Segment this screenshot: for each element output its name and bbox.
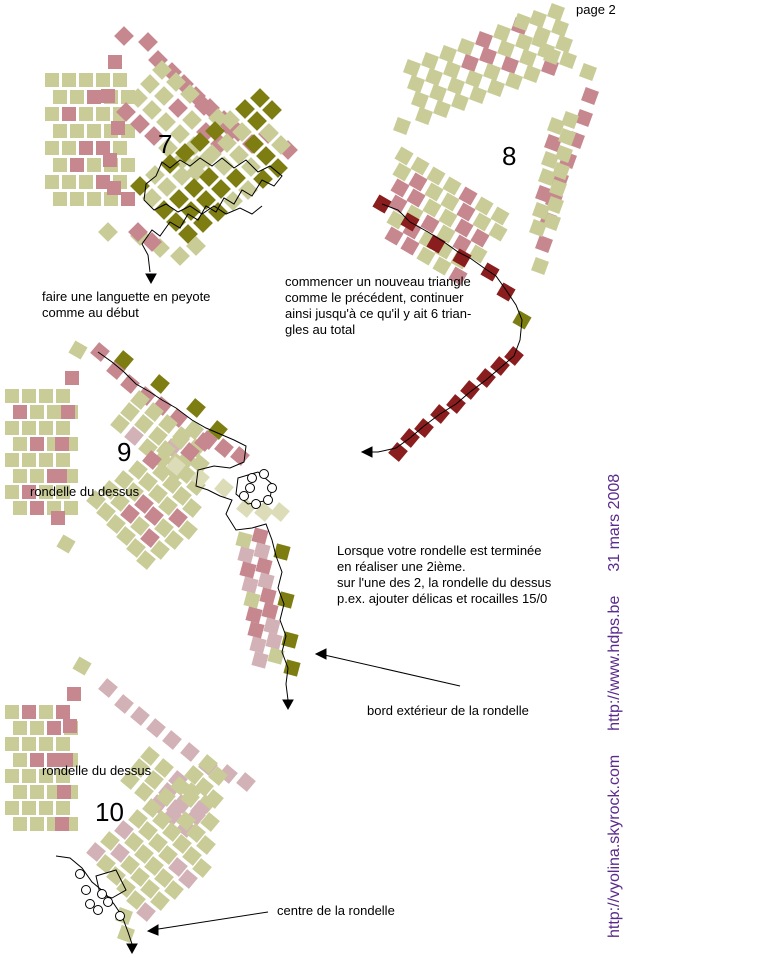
- credit-date: 31 mars 2008: [606, 473, 623, 572]
- step-10-number: 10: [95, 797, 124, 827]
- bead: [111, 121, 125, 135]
- bead: [5, 485, 19, 499]
- outer-edge-callout: bord extérieur de la rondelle: [367, 703, 529, 718]
- step-10-label: rondelle du dessus: [42, 763, 152, 778]
- step-7-number: 7: [158, 129, 173, 159]
- bead: [53, 124, 67, 138]
- small-bead: [98, 890, 107, 899]
- arrowhead-icon: [362, 447, 372, 457]
- bead: [47, 721, 61, 735]
- bead: [172, 166, 192, 186]
- arrowhead-icon: [148, 925, 158, 935]
- bead: [79, 141, 93, 155]
- step-9-caption: Lorsque votre rondelle est terminée en réaliser une 2ième. sur l'une des 2, la rondelle du dessus p.ex. ajouter délicas et rocailles 15/0: [337, 543, 552, 606]
- bead: [243, 591, 260, 608]
- bead: [57, 785, 71, 799]
- bead: [170, 124, 190, 144]
- bead: [551, 19, 569, 37]
- bead: [211, 179, 231, 199]
- bead: [400, 236, 419, 255]
- bead: [426, 166, 445, 185]
- bead: [438, 208, 457, 227]
- bead: [555, 35, 573, 53]
- bead: [432, 256, 451, 275]
- page-label: page 2: [576, 2, 616, 17]
- bead: [22, 453, 36, 467]
- bead: [460, 380, 480, 400]
- bead: [268, 158, 288, 178]
- bead: [474, 196, 493, 215]
- bead: [5, 421, 19, 435]
- bead: [451, 93, 469, 111]
- bead: [70, 124, 84, 138]
- bead: [108, 55, 122, 69]
- small-bead: [94, 906, 103, 915]
- bead: [107, 181, 121, 195]
- bead: [523, 65, 541, 83]
- bead: [113, 73, 127, 87]
- bead: [39, 453, 53, 467]
- bead: [13, 501, 27, 515]
- bead: [79, 175, 93, 189]
- bead: [257, 572, 274, 589]
- bead: [87, 158, 101, 172]
- small-bead: [86, 900, 95, 909]
- bead: [114, 694, 134, 714]
- bead: [98, 222, 118, 242]
- bead: [13, 817, 27, 831]
- bead: [5, 453, 19, 467]
- bead: [547, 3, 565, 21]
- bead: [259, 587, 276, 604]
- arrowhead-icon: [127, 944, 137, 953]
- bead: [13, 437, 27, 451]
- bead: [30, 405, 44, 419]
- bead: [273, 543, 290, 560]
- bead: [56, 737, 70, 751]
- bead: [230, 446, 250, 466]
- small-bead: [252, 500, 261, 509]
- bead: [469, 86, 487, 104]
- bead: [13, 469, 27, 483]
- small-bead: [240, 492, 249, 501]
- bead: [411, 91, 429, 109]
- bead: [70, 158, 84, 172]
- bead: [235, 99, 255, 119]
- bead: [62, 73, 76, 87]
- bead: [30, 501, 44, 515]
- bead: [140, 74, 160, 94]
- bead: [465, 70, 483, 88]
- bead: [47, 405, 61, 419]
- bead: [68, 340, 87, 359]
- bead: [30, 817, 44, 831]
- small-bead: [76, 870, 85, 879]
- bead: [581, 87, 599, 105]
- small-bead: [246, 484, 255, 493]
- small-bead: [268, 484, 277, 493]
- bead: [186, 398, 206, 418]
- bead: [261, 602, 278, 619]
- pointer-line-outer-edge: [320, 654, 460, 686]
- bead: [56, 705, 70, 719]
- bead: [22, 737, 36, 751]
- bead: [458, 186, 477, 205]
- bead: [421, 52, 439, 70]
- arrowhead-icon: [283, 700, 293, 709]
- bead: [39, 705, 53, 719]
- bead: [247, 111, 267, 131]
- bead: [39, 421, 53, 435]
- bead: [154, 200, 174, 220]
- bead: [180, 742, 200, 762]
- bead: [237, 546, 254, 563]
- bead: [56, 421, 70, 435]
- bead: [262, 100, 282, 120]
- bead: [13, 785, 27, 799]
- bead: [253, 169, 273, 189]
- bead: [22, 389, 36, 403]
- bead: [62, 141, 76, 155]
- bead: [96, 141, 110, 155]
- small-bead: [82, 886, 91, 895]
- bead: [429, 84, 447, 102]
- bead: [39, 389, 53, 403]
- bead: [114, 26, 134, 46]
- bead: [62, 107, 76, 121]
- bead: [113, 141, 127, 155]
- bead: [226, 168, 246, 188]
- bead: [456, 202, 475, 221]
- bead: [22, 769, 36, 783]
- bead: [424, 182, 443, 201]
- bead: [239, 561, 256, 578]
- bead: [22, 421, 36, 435]
- bead: [214, 438, 234, 458]
- bead: [407, 75, 425, 93]
- bead: [55, 437, 69, 451]
- bead: [263, 617, 280, 634]
- bead: [169, 189, 189, 209]
- bead: [55, 817, 69, 831]
- bead: [559, 51, 577, 69]
- bead: [256, 146, 276, 166]
- bead: [130, 706, 150, 726]
- bead: [420, 214, 439, 233]
- bead: [235, 531, 252, 548]
- bead: [101, 89, 115, 103]
- bead: [244, 134, 264, 154]
- bead: [472, 212, 491, 231]
- bead: [72, 656, 91, 675]
- bead: [535, 235, 553, 253]
- bead: [490, 206, 509, 225]
- bead: [53, 90, 67, 104]
- bead: [45, 73, 59, 87]
- bead: [393, 117, 411, 135]
- bead: [79, 73, 93, 87]
- bead: [457, 38, 475, 56]
- bead: [121, 158, 135, 172]
- bead: [241, 576, 258, 593]
- bead: [87, 90, 101, 104]
- bead: [170, 246, 190, 266]
- bead: [403, 59, 421, 77]
- bead: [45, 141, 59, 155]
- bead: [87, 124, 101, 138]
- bead: [497, 40, 515, 58]
- bead: [168, 98, 188, 118]
- bead: [63, 719, 77, 733]
- bead: [251, 527, 268, 544]
- bead: [388, 442, 408, 462]
- bead: [30, 721, 44, 735]
- bead: [157, 177, 177, 197]
- bead: [270, 502, 290, 522]
- bead: [519, 49, 537, 67]
- step-9-number: 9: [117, 437, 132, 467]
- bead: [259, 123, 279, 143]
- bead: [62, 175, 76, 189]
- bead: [61, 405, 75, 419]
- bead: [408, 172, 427, 191]
- bead: [121, 192, 135, 206]
- bead: [154, 86, 174, 106]
- bead: [529, 10, 547, 28]
- bead: [415, 107, 433, 125]
- bead: [184, 178, 204, 198]
- bead: [53, 192, 67, 206]
- bead: [22, 705, 36, 719]
- bead: [461, 54, 479, 72]
- bead: [253, 542, 270, 559]
- bead: [394, 146, 413, 165]
- bead: [447, 77, 465, 95]
- bead: [5, 737, 19, 751]
- bead: [442, 176, 461, 195]
- step-7-caption: faire une languette en peyote comme au début: [42, 289, 211, 320]
- bead: [561, 111, 579, 129]
- bead: [45, 107, 59, 121]
- bead: [390, 178, 409, 197]
- bead: [488, 222, 507, 241]
- bead: [579, 63, 597, 81]
- small-bead: [248, 474, 257, 483]
- bead: [5, 389, 19, 403]
- credit-blog-link[interactable]: http://vyolina.skyrock.com: [606, 754, 623, 938]
- bead: [22, 801, 36, 815]
- bead: [64, 501, 78, 515]
- bead: [479, 47, 497, 65]
- bead: [56, 389, 70, 403]
- bead: [440, 192, 459, 211]
- bead: [241, 157, 261, 177]
- bead: [30, 437, 44, 451]
- pointer-line-center: [152, 912, 268, 930]
- step-8-number: 8: [502, 141, 517, 171]
- bead: [13, 721, 27, 735]
- bead: [39, 801, 53, 815]
- bead: [487, 79, 505, 97]
- bead: [454, 218, 473, 237]
- bead: [67, 687, 81, 701]
- bead: [51, 511, 65, 525]
- bead: [45, 175, 59, 189]
- small-bead: [116, 912, 125, 921]
- bead: [531, 257, 549, 275]
- bead: [208, 202, 228, 222]
- bead: [13, 753, 27, 767]
- bead: [470, 228, 489, 247]
- bead: [70, 192, 84, 206]
- bead: [410, 156, 429, 175]
- bead: [255, 557, 272, 574]
- bead: [53, 158, 67, 172]
- step-9-label: rondelle du dessus: [30, 484, 140, 499]
- bead: [483, 63, 501, 81]
- bead: [425, 68, 443, 86]
- bead: [5, 769, 19, 783]
- small-bead: [104, 898, 113, 907]
- bead: [236, 772, 256, 792]
- credits-vertical: [606, 450, 624, 938]
- bead: [439, 45, 457, 63]
- bead: [146, 718, 166, 738]
- bead: [96, 107, 110, 121]
- bead: [150, 374, 170, 394]
- bead: [501, 56, 519, 74]
- bead: [162, 730, 182, 750]
- bead: [422, 198, 441, 217]
- arrowhead-icon: [316, 649, 326, 659]
- bead: [406, 188, 425, 207]
- bead: [249, 636, 266, 653]
- bead: [182, 110, 202, 130]
- bead: [468, 244, 487, 263]
- bead: [53, 469, 67, 483]
- bead: [265, 632, 282, 649]
- bead: [493, 24, 511, 42]
- bead: [70, 90, 84, 104]
- bead: [103, 153, 117, 167]
- bead: [238, 180, 258, 200]
- bead: [443, 61, 461, 79]
- bead: [65, 371, 79, 385]
- bead: [250, 88, 270, 108]
- small-bead: [260, 470, 269, 479]
- bead: [142, 100, 162, 120]
- bead: [98, 678, 118, 698]
- bead: [30, 785, 44, 799]
- bead: [496, 282, 515, 301]
- bead: [5, 801, 19, 815]
- credit-site-link[interactable]: http://www.hdps.be: [606, 595, 623, 731]
- center-callout: centre de la rondelle: [277, 903, 395, 918]
- bead: [56, 453, 70, 467]
- small-bead: [264, 496, 273, 505]
- bead: [247, 621, 264, 638]
- step-8-caption: commencer un nouveau triangle comme le précédent, continuer ainsi jusqu'à ce qu'il y ait 6 trian- gles au total: [285, 274, 472, 337]
- bead: [515, 33, 533, 51]
- bead: [13, 405, 27, 419]
- bead: [96, 73, 110, 87]
- bead: [386, 210, 405, 229]
- bead: [505, 72, 523, 90]
- bead: [251, 651, 268, 668]
- bead: [433, 100, 451, 118]
- bead: [392, 162, 411, 181]
- bead: [229, 145, 249, 165]
- bead: [5, 705, 19, 719]
- bead: [39, 737, 53, 751]
- bead: [193, 213, 213, 233]
- bead: [138, 32, 158, 52]
- arrowhead-icon: [146, 274, 156, 283]
- bead: [56, 801, 70, 815]
- bead: [56, 534, 75, 553]
- bead: [475, 31, 493, 49]
- bead: [79, 107, 93, 121]
- bead: [384, 226, 403, 245]
- bead: [87, 192, 101, 206]
- bead: [245, 606, 262, 623]
- bead: [30, 469, 44, 483]
